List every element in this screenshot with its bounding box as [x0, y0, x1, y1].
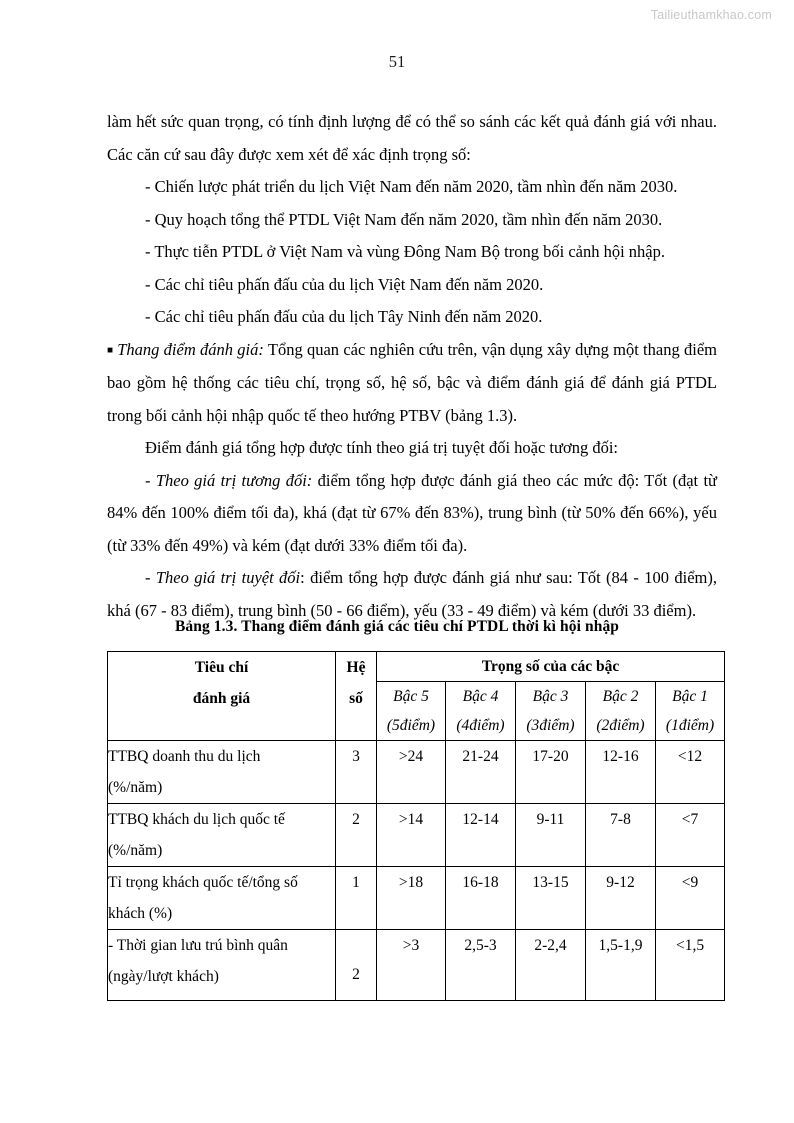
row-value-level-2: 7-8: [586, 804, 656, 867]
header-level-2: [586, 682, 656, 741]
row-value-level-5: >14: [377, 804, 446, 867]
header-level-4: [446, 682, 516, 741]
paragraph-scale-definition: [107, 334, 717, 433]
row-value-level-2: 1,5-1,9: [586, 930, 656, 1001]
row-value-level-3: 9-11: [516, 804, 586, 867]
row-value-level-2: 12-16: [586, 741, 656, 804]
row-coefficient: 1: [336, 867, 377, 930]
row-value-level-2: 9-12: [586, 867, 656, 930]
absolute-value-description: : điểm tổng hợp được đánh giá như sau: Tốt (84 - 100 điểm), khá (67 - 83 điểm), trung bình (50 - 66 điểm), yếu (33 - 49 điểm) và kém (dưới 33 điểm).: [107, 568, 717, 620]
header-level-5: [377, 682, 446, 741]
relative-value-term: - Theo giá trị tương đối:: [145, 470, 313, 490]
header-level-4-points: (4điểm): [456, 717, 505, 734]
row-value-level-1: <7: [656, 804, 725, 867]
table-header-row-1: [108, 652, 725, 682]
relative-value-description: điểm tổng hợp được đánh giá theo các mức độ: Tốt (đạt từ 84% đến 100% điểm tối đa), khá (đạt từ 67% đến 83%), trung bình (từ 50% đến 66%), yếu (từ 33% đến 49%) và kém (đạt dưới 33% điểm tối đa).: [107, 470, 717, 555]
header-level-5-name: Bậc 5: [393, 688, 429, 705]
row-value-level-4: 12-14: [446, 804, 516, 867]
row-coefficient: 2: [336, 804, 377, 867]
row-coefficient: 3: [336, 741, 377, 804]
header-level-1: [656, 682, 725, 741]
scale-description: Tổng quan các nghiên cứu trên, vận dụng xây dựng một thang điểm bao gồm hệ thống các tiêu chí, trọng số, hệ số, bậc và điểm đánh giá để đánh giá PTDL trong bối cảnh hội nhập quốc tế theo hướng PTBV (bảng 1.3).: [107, 339, 717, 425]
row-value-level-1: <12: [656, 741, 725, 804]
row-criteria-line2: (%/năm): [108, 842, 163, 859]
paragraph-total-score: Điểm đánh giá tổng hợp được tính theo giá trị tuyệt đối hoặc tương đối:: [145, 438, 618, 457]
header-level-3: [516, 682, 586, 741]
absolute-value-term: - Theo giá trị tuyệt đối: [145, 568, 301, 587]
watermark: Tailieuthamkhao.com: [650, 8, 772, 22]
header-level-5-points: (5điểm): [386, 717, 436, 734]
table-row: [108, 930, 725, 1001]
header-coefficient: [336, 652, 377, 741]
header-level-2-points: (2điểm): [596, 717, 645, 734]
row-criteria: [108, 867, 336, 930]
paragraph-intro: làm hết sức quan trọng, có tính định lượng để có thể so sánh các kết quả đánh giá với nhau. Các căn cứ sau đây được xem xét để xác định trọng số:: [107, 112, 717, 164]
list-item: - Thực tiễn PTDL ở Việt Nam và vùng Đông Nam Bộ trong bối cảnh hội nhập.: [145, 242, 665, 261]
scale-table: [107, 651, 725, 1001]
document-body: [107, 106, 717, 627]
scale-term: Thang điểm đánh giá:: [117, 339, 264, 359]
list-item: - Chiến lược phát triển du lịch Việt Nam đến năm 2020, tầm nhìn đến năm 2030.: [145, 177, 678, 196]
list-item: - Các chỉ tiêu phấn đấu của du lịch Tây Ninh đến năm 2020.: [145, 307, 543, 326]
table-row: [108, 741, 725, 804]
row-coefficient: 2: [336, 930, 377, 1001]
header-criteria-line2: đánh giá: [192, 690, 251, 707]
row-criteria-line2: (ngày/lượt khách): [108, 968, 219, 985]
row-value-level-3: 2-2,4: [516, 930, 586, 1001]
header-level-3-points: (3điểm): [526, 717, 575, 734]
table-caption: Bảng 1.3. Thang điểm đánh giá các tiêu chí PTDL thời kì hội nhập: [174, 618, 620, 635]
row-value-level-3: 13-15: [516, 867, 586, 930]
header-level-1-name: Bậc 1: [672, 688, 708, 705]
header-criteria-line1: Tiêu chí: [194, 659, 249, 676]
row-value-level-3: 17-20: [516, 741, 586, 804]
row-value-level-5: >24: [377, 741, 446, 804]
row-criteria-line1: - Thời gian lưu trú bình quân: [108, 937, 288, 954]
header-level-1-points: (1điểm): [665, 717, 715, 734]
row-criteria-line1: TTBQ doanh thu du lịch: [108, 748, 261, 765]
row-criteria: [108, 804, 336, 867]
row-value-level-4: 2,5-3: [446, 930, 516, 1001]
row-value-level-5: >18: [377, 867, 446, 930]
paragraph-relative-value: [107, 465, 717, 563]
header-coefficient-line2: số: [349, 690, 363, 707]
row-value-level-1: <1,5: [656, 930, 725, 1001]
square-bullet-icon: ■: [107, 344, 118, 356]
row-criteria-line2: (%/năm): [108, 779, 163, 796]
row-value-level-5: >3: [377, 930, 446, 1001]
row-value-level-4: 16-18: [446, 867, 516, 930]
row-criteria: [108, 741, 336, 804]
header-level-4-name: Bậc 4: [462, 688, 499, 705]
row-criteria-line2: khách (%): [108, 905, 173, 922]
row-value-level-4: 21-24: [446, 741, 516, 804]
header-weights-title: Trọng số của các bậc: [377, 652, 725, 682]
header-coefficient-line1: Hệ: [346, 659, 366, 676]
row-criteria-line1: Tỉ trọng khách quốc tế/tổng số: [108, 874, 298, 891]
header-criteria: [108, 652, 336, 741]
list-item: - Các chỉ tiêu phấn đấu của du lịch Việt Nam đến năm 2020.: [145, 274, 544, 294]
table-row: [108, 867, 725, 930]
header-level-2-name: Bậc 2: [602, 688, 639, 705]
page-number: 51: [388, 52, 406, 71]
list-item: - Quy hoạch tổng thể PTDL Việt Nam đến năm 2020, tầm nhìn đến năm 2030.: [145, 209, 663, 229]
header-level-3-name: Bậc 3: [532, 688, 569, 705]
table-row: [108, 804, 725, 867]
row-criteria: [108, 930, 336, 1001]
row-criteria-line1: TTBQ khách du lịch quốc tế: [108, 811, 285, 828]
row-value-level-1: <9: [656, 867, 725, 930]
